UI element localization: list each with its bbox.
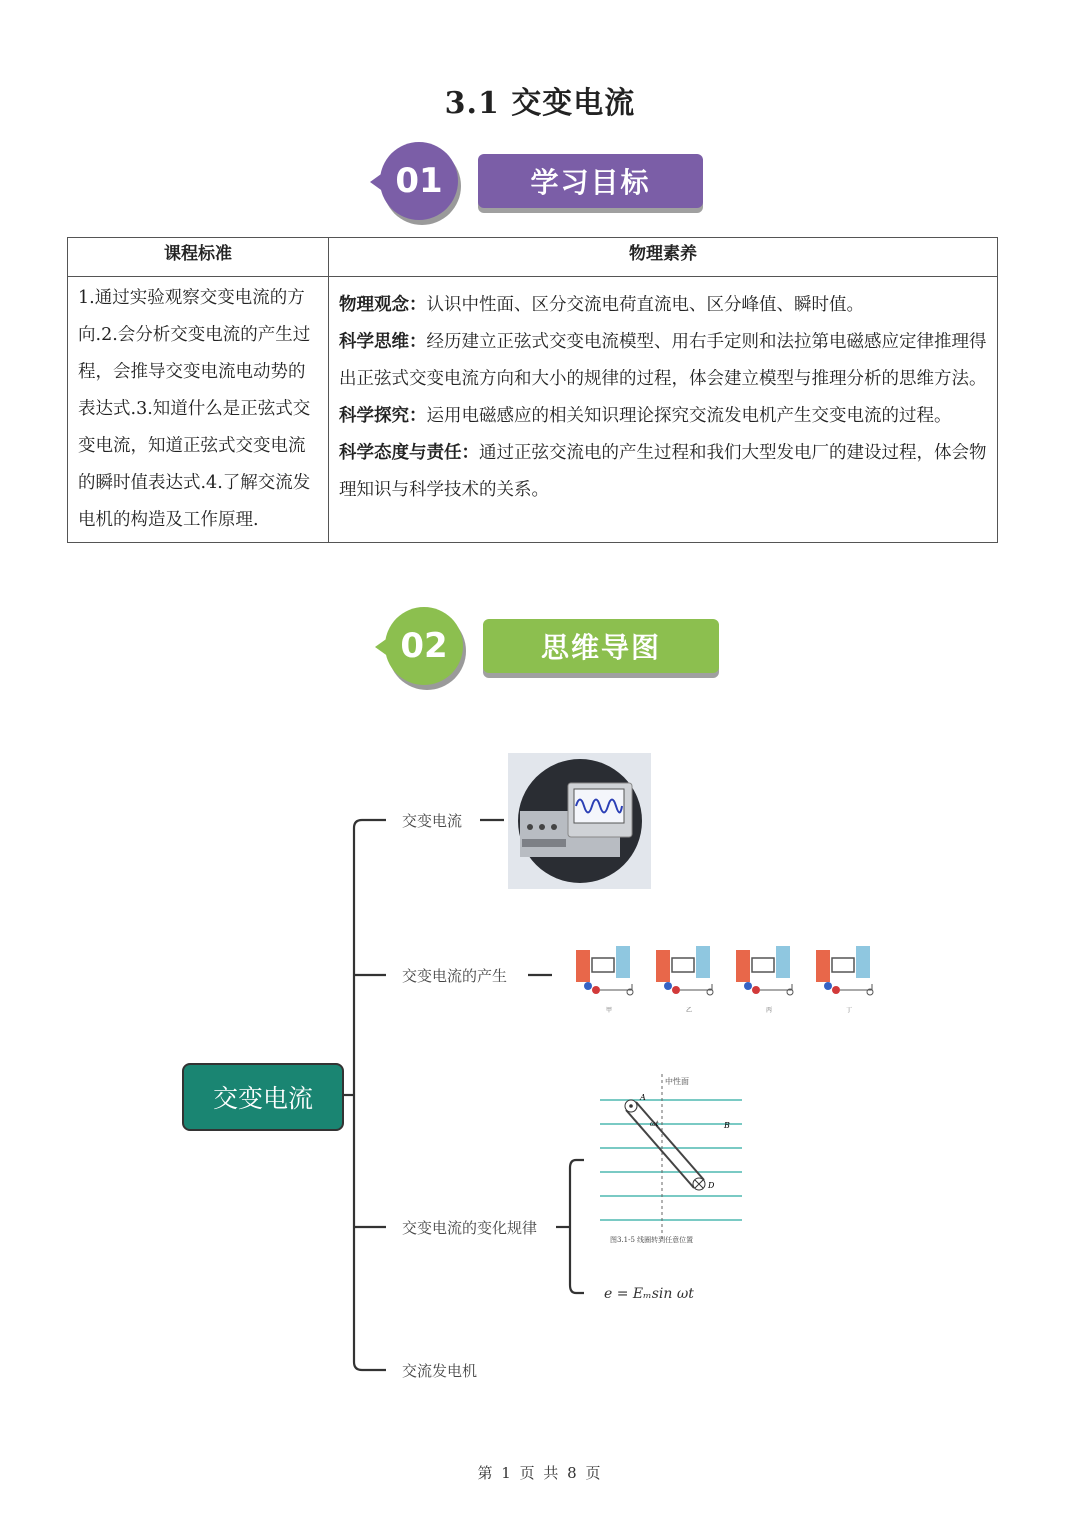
literacy-text: 认识中性面、区分交流电荷直流电、区分峰值、瞬时值。 bbox=[426, 295, 864, 315]
coil-position-diagram bbox=[596, 1070, 746, 1250]
standards-cell: 1.通过实验观察交变电流的方向.2.会分析交变电流的产生过程，会推导交变电流电动势的表达式.3.知道什么是正弦式交变电流，知道正弦式交变电流的瞬时值表达式.4.了解交流发电机的构造及工作原理. bbox=[68, 277, 329, 543]
literacy-text: 通过正弦交流电的产生过程和我们大型发电厂的建设过程，体会物理知识与科学技术的关系。 bbox=[339, 443, 987, 500]
gen-label: 乙 bbox=[686, 1007, 693, 1014]
branch-generation: 交变电流的产生 bbox=[402, 967, 508, 985]
literacy-key: 科学探究： bbox=[339, 406, 427, 426]
generator-sketch bbox=[576, 946, 633, 995]
gen-label: 丁 bbox=[846, 1007, 853, 1014]
literacy-item bbox=[339, 398, 987, 435]
branch-ac: 交变电流 bbox=[402, 812, 463, 830]
neutral-plane-label: 中性面 bbox=[665, 1077, 689, 1086]
page-title: 3.1 交变电流 bbox=[444, 86, 636, 121]
literacy-item bbox=[339, 435, 987, 509]
gen-label: 甲 bbox=[606, 1007, 613, 1014]
emf-formula: e = Eₘsin ωt bbox=[604, 1286, 694, 1302]
literacy-key: 科学态度与责任： bbox=[339, 443, 479, 463]
section-header-goals bbox=[380, 142, 710, 222]
section-number: 02 bbox=[385, 607, 463, 685]
mind-map-root: 交变电流 bbox=[182, 1063, 344, 1131]
section-label: 学习目标 bbox=[478, 154, 703, 208]
goals-table bbox=[67, 237, 998, 543]
column-header-standards: 课程标准 bbox=[68, 238, 329, 277]
literacy-text: 运用电磁感应的相关知识理论探究交流发电机产生交变电流的过程。 bbox=[426, 406, 952, 426]
literacy-key: 科学思维： bbox=[339, 332, 427, 352]
literacy-text: 经历建立正弦式交变电流模型、用右手定则和法拉第电磁感应定律推理得出正弦式交变电流方向和大小的规律的过程，体会建立模型与推理分析的思维方法。 bbox=[339, 332, 987, 389]
gen-label: 丙 bbox=[766, 1007, 773, 1014]
branch-generator: 交流发电机 bbox=[402, 1362, 478, 1380]
mind-map bbox=[0, 740, 1080, 1420]
point-a: A bbox=[640, 1093, 646, 1102]
literacy-cell bbox=[329, 277, 998, 543]
literacy-key: 物理观念： bbox=[339, 295, 427, 315]
section-number: 01 bbox=[380, 142, 458, 220]
section-label: 思维导图 bbox=[483, 619, 719, 673]
point-b: B bbox=[724, 1121, 730, 1130]
literacy-item bbox=[339, 324, 987, 398]
section-header-mindmap bbox=[385, 607, 725, 687]
angle-label: ωt bbox=[650, 1120, 659, 1128]
generator-sketches bbox=[572, 940, 882, 1020]
branch-variation: 交变电流的变化规律 bbox=[402, 1219, 538, 1237]
page-footer: 第 1 页 共 8 页 bbox=[477, 1464, 603, 1482]
oscilloscope-photo bbox=[508, 753, 651, 889]
point-d: D bbox=[708, 1181, 715, 1190]
literacy-item bbox=[339, 287, 987, 324]
figure-caption: 图3.1-5 线圈转到任意位置 bbox=[610, 1236, 694, 1244]
column-header-literacy: 物理素养 bbox=[329, 238, 998, 277]
